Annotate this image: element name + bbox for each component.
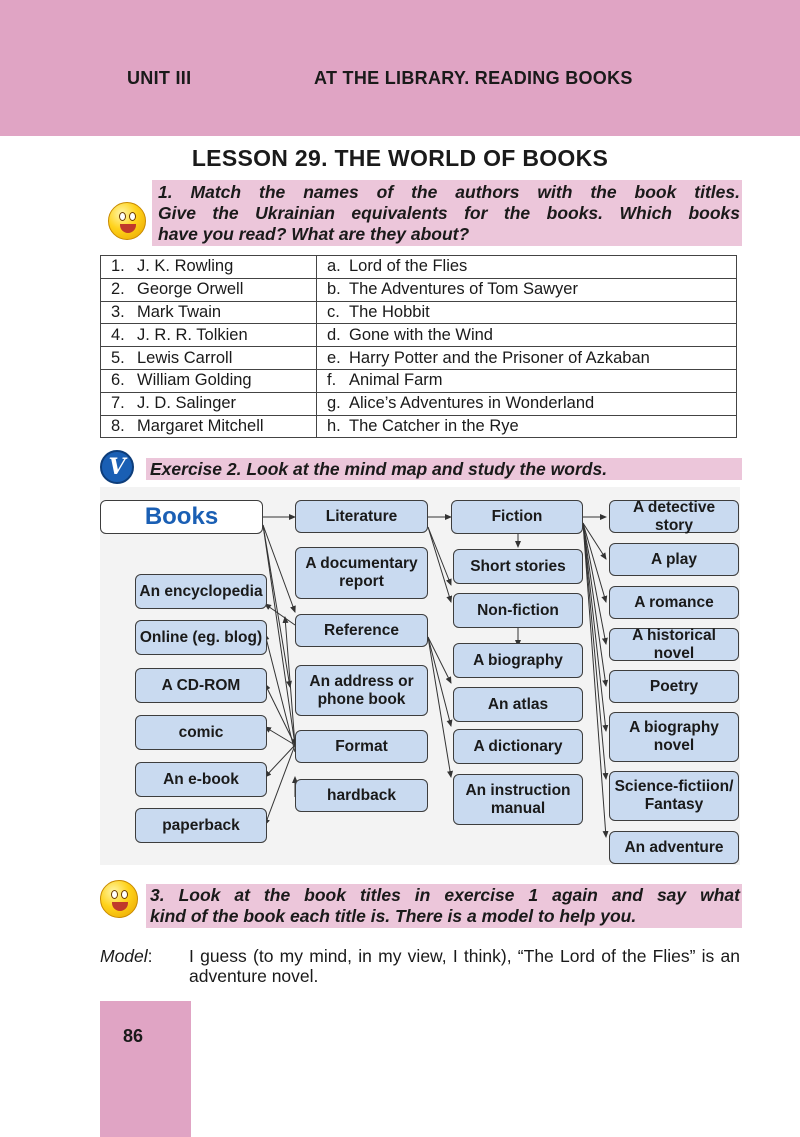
title-cell — [317, 369, 737, 392]
page-number-band — [100, 1001, 191, 1137]
row-letter: c. — [327, 302, 340, 321]
book-title: Alice’s Adventures in Wonderland — [349, 394, 595, 413]
row-number: 2. — [111, 280, 125, 299]
exercise-1-line: Give the Ukrainian equivalents for the books. Which books — [158, 203, 740, 223]
book-title: The Catcher in the Rye — [349, 416, 519, 435]
online-blog-node: Online (eg. blog) — [135, 620, 267, 655]
smiley-icon — [108, 202, 146, 240]
exercise-3-line: kind of the book each title is. There is a model to help you. — [150, 906, 637, 926]
play-node: A play — [609, 543, 739, 576]
author-cell — [101, 324, 317, 347]
format-node: Format — [295, 730, 428, 763]
author-cell — [101, 278, 317, 301]
title-cell — [317, 278, 737, 301]
mind-map — [100, 487, 740, 865]
row-number: 4. — [111, 325, 125, 344]
table-row — [101, 369, 737, 392]
science-fiction-fantasy-node: Science-fictiion/ Fantasy — [609, 771, 739, 821]
title-cell — [317, 324, 737, 347]
author-cell — [101, 347, 317, 370]
biography-node: A biography — [453, 643, 583, 678]
table-row — [101, 324, 737, 347]
author-cell — [101, 392, 317, 415]
historical-novel-node: A historical novel — [609, 628, 739, 661]
row-letter: f. — [327, 371, 337, 390]
author-name: J. D. Salinger — [137, 394, 237, 413]
author-cell — [101, 369, 317, 392]
author-name: William Golding — [137, 371, 252, 390]
row-letter: b. — [327, 280, 341, 299]
table-row — [101, 301, 737, 324]
table-row — [101, 415, 737, 438]
exercise-3-line: 3. Look at the book titles in exercise 1 again and say what — [150, 885, 740, 905]
row-letter: h. — [327, 416, 341, 435]
row-number: 1. — [111, 257, 125, 276]
author-cell — [101, 256, 317, 279]
exercise-1-instructions — [158, 182, 740, 245]
lesson-title: LESSON 29. THE WORLD OF BOOKS — [191, 145, 609, 171]
books-node: Books — [100, 500, 263, 534]
matching-table — [100, 255, 737, 438]
book-title: Gone with the Wind — [349, 325, 493, 344]
row-number: 3. — [111, 302, 125, 321]
paperback-node: paperback — [135, 808, 267, 843]
row-letter: a. — [327, 257, 341, 276]
author-name: Margaret Mitchell — [137, 416, 264, 435]
table-row — [101, 347, 737, 370]
author-cell — [101, 415, 317, 438]
smiley-icon — [100, 880, 138, 918]
author-name: George Orwell — [137, 280, 244, 299]
table-row — [101, 256, 737, 279]
hardback-node: hardback — [295, 779, 428, 812]
poetry-node: Poetry — [609, 670, 739, 703]
row-letter: g. — [327, 394, 341, 413]
author-cell — [101, 301, 317, 324]
biography-novel-node: A biography novel — [609, 712, 739, 762]
model-label-colon: : — [147, 946, 153, 966]
model-text: I guess (to my mind, in my view, I think), “The Lord of the Flies” is an adventure novel. — [189, 946, 740, 986]
table-row — [101, 278, 737, 301]
row-number: 8. — [111, 416, 125, 435]
exercise-2-instructions: Exercise 2. Look at the mind map and study the words. — [150, 459, 608, 479]
book-title: The Adventures of Tom Sawyer — [349, 280, 578, 299]
address-phone-book-node: An address or phone book — [295, 665, 428, 716]
model-label — [100, 946, 153, 967]
encyclopedia-node: An encyclopedia — [135, 574, 267, 609]
adventure-node: An adventure — [609, 831, 739, 864]
author-name: Mark Twain — [137, 302, 222, 321]
atlas-node: An atlas — [453, 687, 583, 722]
row-number: 7. — [111, 394, 125, 413]
title-cell — [317, 256, 737, 279]
row-number: 5. — [111, 348, 125, 367]
page-number: 86 — [123, 1026, 144, 1046]
book-title: The Hobbit — [349, 302, 430, 321]
reference-node: Reference — [295, 614, 428, 647]
author-name: J. R. R. Tolkien — [137, 325, 248, 344]
fiction-node: Fiction — [451, 500, 583, 534]
row-number: 6. — [111, 371, 125, 390]
author-name: J. K. Rowling — [137, 257, 234, 276]
detective-story-node: A detective story — [609, 500, 739, 533]
table-row — [101, 392, 737, 415]
exercise-3-instructions — [150, 885, 740, 927]
instruction-manual-node: An instruction manual — [453, 774, 583, 825]
book-title: Harry Potter and the Prisoner of Azkaban — [349, 348, 650, 367]
romance-node: A romance — [609, 586, 739, 619]
book-title: Lord of the Flies — [349, 257, 468, 276]
dictionary-node: A dictionary — [453, 729, 583, 764]
documentary-report-node: A documentary report — [295, 547, 428, 599]
title-cell — [317, 347, 737, 370]
row-letter: e. — [327, 348, 341, 367]
title-cell — [317, 392, 737, 415]
literature-node: Literature — [295, 500, 428, 533]
book-title: Animal Farm — [349, 371, 443, 390]
cd-rom-node: A CD-ROM — [135, 668, 267, 703]
short-stories-node: Short stories — [453, 549, 583, 584]
exercise-1-line: 1. Match the names of the authors with the book titles. — [158, 182, 740, 202]
title-cell — [317, 301, 737, 324]
author-name: Lewis Carroll — [137, 348, 233, 367]
exercise-1-line: have you read? What are they about? — [158, 224, 470, 244]
unit-title: AT THE LIBRARY. READING BOOKS — [314, 68, 633, 88]
model-label-text: Model — [100, 946, 148, 966]
title-cell — [317, 415, 737, 438]
e-book-node: An e-book — [135, 762, 267, 797]
vocabulary-v-icon: V — [100, 450, 134, 484]
row-letter: d. — [327, 325, 341, 344]
non-fiction-node: Non-fiction — [453, 593, 583, 628]
comic-node: comic — [135, 715, 267, 750]
unit-label: UNIT III — [127, 68, 192, 88]
